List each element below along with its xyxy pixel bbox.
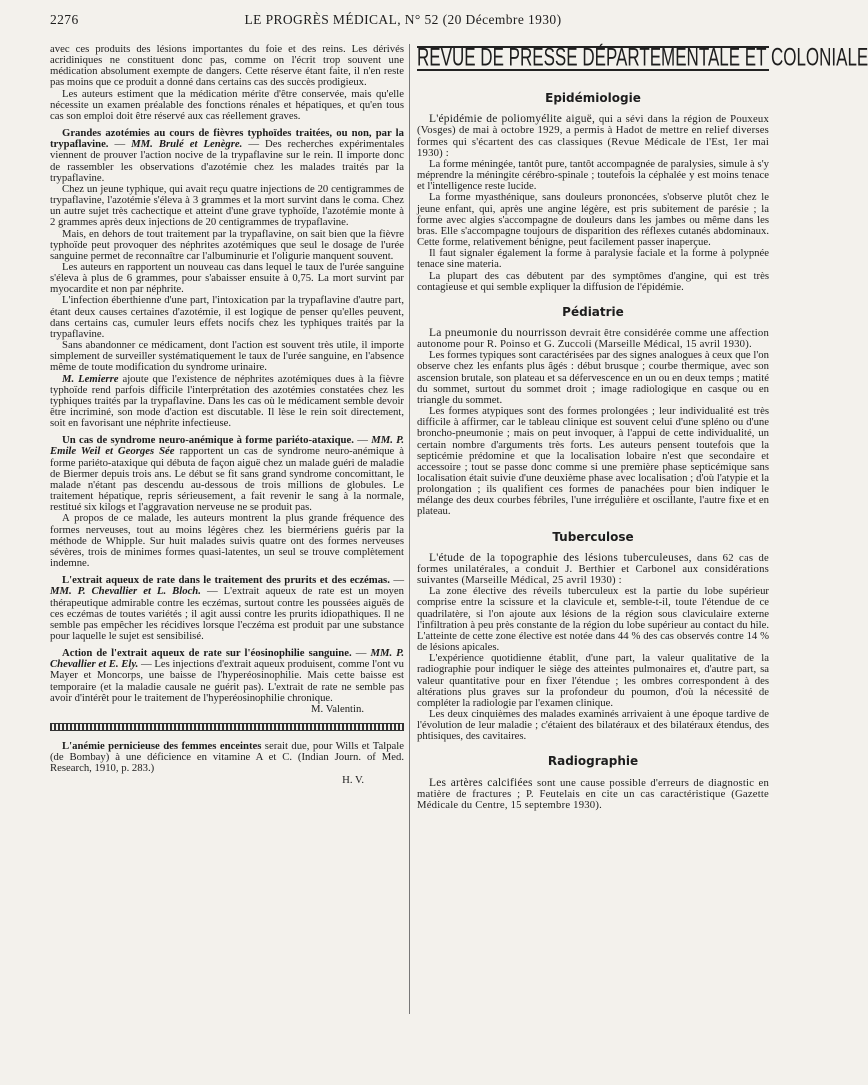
article-authors: MM. P. Chevallier et E. Ely.: [50, 647, 404, 671]
article-paragraph: L'infection éberthienne d'une part, l'intoxication par la trypaflavine d'autre part, étant deux causes certaines d'azotémie, il est logique de penser qu'elles peuvent, dans certains cas, cumuler leurs effets nocifs chez les typhiques traités par la trypaflavine.: [50, 294, 404, 340]
article-title: L'anémie pernicieuse des femmes enceintes: [62, 740, 262, 753]
article-authors: MM. P. Emile Weil et Georges Sée: [50, 434, 404, 458]
section-heading: Epidémiologie: [545, 91, 641, 106]
section-paragraph: La plupart des cas débutent par des symptômes d'angine, qui est très contagieuse et qui semble expliquer la diffusion de l'épidémie.: [417, 269, 769, 293]
section-paragraph: Les formes atypiques sont des formes prolongées ; leur individualité est très difficile à affirmer, car le tableau clinique est souvent celui d'une spléno ou d'une broncho-pneumonie ; mais on peut invoquer, à l'appui de cette individualité, un certain nombre d'arguments très forts. Les auteurs pensent toutefois que la septicémie prédomine et que la localisation lobaire n'est que secondaire et accessoire ; tout se passe donc comme si une première phase septicémique sans localisation était suivie d'une deuxième phase avec localisation ; d'où l'atypie et la prolongation ; ils qualifient ces formes de panachées pour bien indiquer le mélange des deux courbes fébriles, l'une irrégulière et oscillante, l'autre fixe et en plateau.: [417, 405, 769, 518]
article-authors: MM. P. Chevallier et L. Bloch.: [50, 585, 201, 598]
article-eosinophilie: Action de l'extrait aqueux de rate sur l'éosinophilie sanguine. — MM. P. Chevallier et E. Ely. — Les injections d'extrait aqueux produisent, comme l'ont vu Mayer et Moncorps, une baisse de l'hyperéosinophilie. Mais cette baisse est temporaire (et la maladie causale ne guérit pas). L'extrait de rate ne semble pas avoir d'intérêt pour le traitement de l'hyperéosinophilie chronique. M. Valentin.: [50, 647, 404, 715]
left-column: [50, 44, 404, 1064]
section-heading: Pédiatrie: [562, 304, 624, 319]
revue-title: REVUE DE PRESSE DÉPARTEMENTALE ET COLONIALE: [417, 43, 868, 72]
section-paragraph: La forme méningée, tantôt pure, tantôt accompagnée de paralysies, simule à s'y méprendre la méningite cérébro-spinale ; toutefois la céphalée y est moins tenace et l'intelligence reste lucide.: [417, 157, 769, 193]
lead-title: Les artères calcifiées: [429, 776, 533, 789]
article-paragraph: A propos de ce malade, les auteurs montrent la plus grande fréquence des formes nerveuses, tout au moins légères chez les biermériens guéris par la méthode de Whipple. Sur huit malades suivis quatre ont des formes nerveuses sévères, trois de minimes formes quasi-latentes, un seul se trouve complètement indemne.: [50, 512, 404, 570]
section-pediatrie: [417, 304, 769, 518]
article-authors: M. Lemierre: [62, 372, 119, 385]
section-paragraph: Il faut signaler également la forme à paralysie faciale et la forme à polypnée tenace sine materia.: [417, 247, 769, 271]
article-title: Action de l'extrait aqueux de rate sur l'éosinophilie sanguine.: [62, 647, 352, 660]
article-extrait-rate: L'extrait aqueux de rate dans le traitement des prurits et des eczémas. — MM. P. Chevallier et L. Bloch. — L'extrait aqueux de rate est un moyen thérapeutique admirable contre les eczémas, surtout contre les poussées aiguës de ces eczémas de toutes variétés ; il agit aussi contre les prurits idiopathiques. Il ne semble pas empêcher les récidives lorsque l'eczéma est produit par une substance pour laquelle le sujet est sensibilisé.: [50, 574, 405, 642]
article-paragraph: Mais, en dehors de tout traitement par la trypaflavine, on sait bien que la fièvre typhoïde peut provoquer des néphrites azotémiques que seul le dosage de l'urée sanguine permet de reconnaître car l'albuminurie et l'oligurie manquent souvent.: [50, 227, 404, 262]
section-heading: Tuberculose: [552, 529, 634, 544]
section-tuberculose: [417, 529, 769, 743]
article-text: rapportent un cas de syndrome neuro-anémique à forme pariéto-ataxique qui débuta de façon aiguë chez un malade guéri de maladie de Biermer depuis trois ans. Le début se fit sans grand syndrome concomittant, le malade n'étant pas descendu au-dessous de trois millions de globules. Le traitement hépatique, repris sérieusement, a fait revenir le sang à la normale, restitué six kilogs et l'aggravation nerveuse ne se produit pas.: [50, 445, 404, 514]
article-neuro-anemique: Un cas de syndrome neuro-anémique à forme pariéto-ataxique. — MM. P. Emile Weil et Georges Sée rapportent un cas de syndrome neuro-anémique à forme pariéto-ataxique qui débuta de façon aiguë chez un malade guéri de maladie de Biermer depuis trois ans. Le début se fit sans grand syndrome concomittant, le malade n'étant pas descendu au-dessous de trois millions de globules. Le traitement hépatique, repris sérieusement, a fait revenir le sang à la normale, restitué six kilogs et l'aggravation nerveuse ne se produit pas. A propos de ce malade, les auteurs montrent la plus grande fréquence des formes nerveuses, tout au moins légères chez les biermériens guéris par la méthode de Whipple. Sur huit malades suivis quatre ont des formes nerveuses sévères, trois de minimes formes quasi-latentes, un seul se trouve complètement indemne.: [50, 434, 404, 570]
section-epidemiologie: [417, 93, 769, 293]
lead-text: qui a sévi dans la région de Pouxeux (Vosges) de mai à octobre 1929, a permis à Hadot de mettre en relief diverses formes qui s'écartent des cas classiques (Revue Médicale de l'Est, 1er mai 1930) :: [417, 113, 769, 159]
article-text: — Des recherches expérimentales viennent de prouver l'action nocive de la trypaflavine sur le rein. Il importe donc de rassembler les observations d'azotémie chez les malades traités par la trypaflavine.: [50, 138, 404, 184]
section-heading: Radiographie: [547, 754, 639, 769]
section-paragraph: L'expérience quotidienne établit, d'une part, la valeur qualitative de la radiographie pour indiquer le siège des atteintes pulmonaires et, d'autre part, sa valeur quantitative pour en fixer l'étendue ; les ombres correspondent à des altérations plus graves sur la profondeur du poumon, d'où la nécessité de compléter la radiologie par l'examen clinique.: [417, 652, 769, 709]
article-paragraph: Chez un jeune typhique, qui avait reçu quatre injections de 20 centigrammes de trypaflavine, l'azotémie s'éleva à 3 grammes et la mort survint dans le coma. Chez un autre sujet très cachectique et atteint d'une grave typhoïde, l'azotémie monte à 2 grammes après deux injections de 20 centigrammes de trypaflavine.: [50, 182, 404, 229]
article-authors: MM. Brulé et Lenègre.: [131, 138, 243, 151]
journal-title: LE PROGRÈS MÉDICAL, N° 52 (20 Décembre 1930): [244, 12, 562, 27]
article-azotemie: Grandes azotémies au cours de fièvres typhoïdes traitées, ou non, par la trypaflavine. — MM. Brulé et Lenègre. — Des recherches expérimentales viennent de prouver l'action nocive de la trypaflavine sur le rein. Il importe donc de rassembler les observations d'azotémie chez les malades traités par la trypaflavine. Chez un jeune typhique, qui avait reçu quatre injections de 20 centigrammes de trypaflavine, l'azotémie s'éleva à 3 grammes et la mort survint dans le coma. Chez un autre sujet très cachectique et atteint d'une grave typhoïde, l'azotémie monte à 2 grammes après deux injections de 20 centigrammes de trypaflavine. Mais, en dehors de tout traitement par la trypaflavine, on sait bien que la fièvre typhoïde peut provoquer des néphrites azotémiques que seul le dosage de l'urée sanguine permet de reconnaître car l'albuminurie et l'oligurie manquent souvent. Les auteurs en rapportent un nouveau cas dans lequel le taux de l'urée sanguine s'éleva à plus de 6 grammes, pour s'abaisser ensuite à 0,75. La mort survint par myocardite et non par néphrite. L'infection éberthienne d'une part, l'intoxication par la trypaflavine d'autre part, étant deux causes certaines d'azotémie, il est logique de penser qu'elles peuvent, dans certains cas, cumuler leurs effets nocifs chez les typhiques traités par la trypaflavine. Sans abandonner ce médicament, dont l'action est souvent très utile, il importe simplement de surveiller systématiquement le taux de l'urée sanguine, en l'absence même de toute modification du syndrome urinaire. M. Lemierre ajoute que l'existence de néphrites azotémiques dues à la fièvre typhoïde rend parfois difficile l'interprétation des azotémies constatées chez les typhiques traités par la trypaflavine. Dans les cas où le médicament semble devoir être incriminé, son mode d'action est discutable. Il lèse le rein soit directement, soit en favorisant une néphrite infectieuse.: [50, 127, 404, 430]
lead-text: dans 62 cas de formes unilatérales, a conduit J. Berthier et Carbonel aux considérations suivantes (Marseille Médical, 25 avril 1930) :: [417, 551, 769, 587]
signature: H. V.: [342, 773, 364, 786]
article-paragraph: Sans abandonner ce médicament, dont l'action est souvent très utile, il importe simplement de surveiller systématiquement le taux de l'urée sanguine, en l'absence même de toute modification du syndrome urinaire.: [50, 339, 404, 374]
lead-text: devrait être considérée comme une affection autonome pour R. Poinso et G. Zuccoli (Marseille Médical, 15 avril 1930).: [417, 326, 769, 351]
article-anemie-pernicieuse: [50, 741, 404, 786]
lead-title: L'épidémie de poliomyélite aiguë,: [429, 113, 596, 126]
section-paragraph: Les formes typiques sont caractérisées par des signes analogues à ceux que l'on observe chez les enfants plus âgés : début brusque ; courbe thermique, avec son ascension brutale, son plateau et sa défervescence en un ou en deux temps ; matité du sommet, surtout du sommet droit ; image radiologique en casque ou en triangle du sommet.: [417, 349, 769, 406]
signature: M. Valentin.: [311, 702, 364, 715]
running-header: [50, 12, 756, 32]
article-title: L'extrait aqueux de rate dans le traitement des prurits et des eczémas.: [62, 574, 390, 587]
intro-paragraph: Les auteurs estiment que la médication mérite d'être conservée, mais qu'elle nécessite un examen préalable des fonctions rénales et hépatiques, et qu'en tous cas son emploi doit être réservé aux cas réellement graves.: [50, 87, 404, 122]
lead-text: sont une cause possible d'erreurs de diagnostic en matière de fractures ; P. Feutelais en cite un cas caractéristique (Gazette Médicale du Centre, 15 septembre 1930).: [417, 776, 769, 811]
article-text: serait due, pour Wills et Talpale (de Bombay) à une déficience en vitamine A et C. (Indian Journ. of Med. Research, 1910, p. 283.): [50, 740, 404, 775]
article-title: Grandes azotémies au cours de fièvres typhoïdes traitées, ou non, par la trypaflavine.: [50, 127, 404, 151]
article-text: ajoute que l'existence de néphrites azotémiques dues à la fièvre typhoïde rend parfois difficile l'interprétation des azotémies constatées chez les typhiques traités par la trypaflavine. Dans les cas où le médicament semble devoir être incriminé, son mode d'action est discutable. Il lèse le rein soit directement, soit en favorisant une néphrite infectieuse.: [50, 372, 404, 430]
right-column: [417, 43, 868, 1004]
decorative-rule: [50, 723, 404, 731]
page-number: 2276: [50, 12, 79, 27]
column-divider: [409, 44, 410, 1014]
section-radiographie: [417, 756, 769, 811]
article-text: — L'extrait aqueux de rate est un moyen thérapeutique admirable contre les eczémas, surtout contre les poussées aiguës de ces eczémas de toutes variétés ; il agit aussi contre les prurits idiopathiques. Il ne semble pas empêcher les récidives lorsque l'eczéma est produit par une substance pour laquelle le sujet est sensibilisé.: [50, 585, 404, 642]
section-paragraph: La forme myasthénique, sans douleurs prononcées, s'observe plutôt chez le jeune enfant, qui, après une angine légère, est pris subitement de parésie ; la forme avec algies s'accompagne de douleurs dans les jambes ou même dans les bras. Elle s'accompagne toujours de disparition des réflexes cutanés abdominaux. Cette forme, relativement bénigne, peut facilement passer inaperçue.: [417, 191, 769, 249]
article-paragraph: Les auteurs en rapportent un nouveau cas dans lequel le taux de l'urée sanguine s'éleva à plus de 6 grammes, pour s'abaisser ensuite à 0,75. La mort survint par myocardite et non par néphrite.: [50, 260, 404, 296]
intro-paragraph: avec ces produits des lésions importantes du foie et des reins. Les dérivés acridiniques ne constituent donc pas, comme on l'écrit trop souvent une médication absolument exempte de dangers. Cette réserve étant faite, il n'en reste pas moins que ce produit a donné dans certains cas des succès prodigieux.: [50, 43, 404, 89]
revue-banner: [417, 43, 868, 72]
lead-title: L'étude de la topographie des lésions tuberculeuses,: [429, 551, 692, 564]
section-paragraph: La zone élective des réveils tuberculeux est la partie du lobe supérieur comprise entre la scissure et la clavicule et, semble-t-il, toute l'étendue de ce quadrilatère, si l'on ajoute aux lésions de la région sous claviculaire externe l'infiltration à peu près constante de la région du lobe supérieur au contact du hile. L'atteinte de cette zone élective est notée dans 44 % des cas observés contre 14 % de lésions apicales.: [417, 585, 769, 654]
article-title: Un cas de syndrome neuro-anémique à forme pariéto-ataxique.: [62, 434, 354, 447]
lead-title: La pneumonie du nourrisson: [429, 326, 567, 339]
section-paragraph: Les deux cinquièmes des malades examinés arrivaient à une époque tardive de l'évolution de leur maladie ; c'étaient des bilatéraux et des bilatéraux étendus, des phtisiques, des cavitaires.: [417, 707, 769, 743]
article-text: — Les injections d'extrait aqueux produisent, comme l'ont vu Mayer et Moncorps, une baisse de l'hyperéosinophilie. Mais cette baisse est temporaire (et la maladie causale ne guérit pas). L'extrait de rate ne semble pas avoir d'intérêt pour le traitement de l'hyperéosinophilie chronique.: [50, 658, 404, 704]
